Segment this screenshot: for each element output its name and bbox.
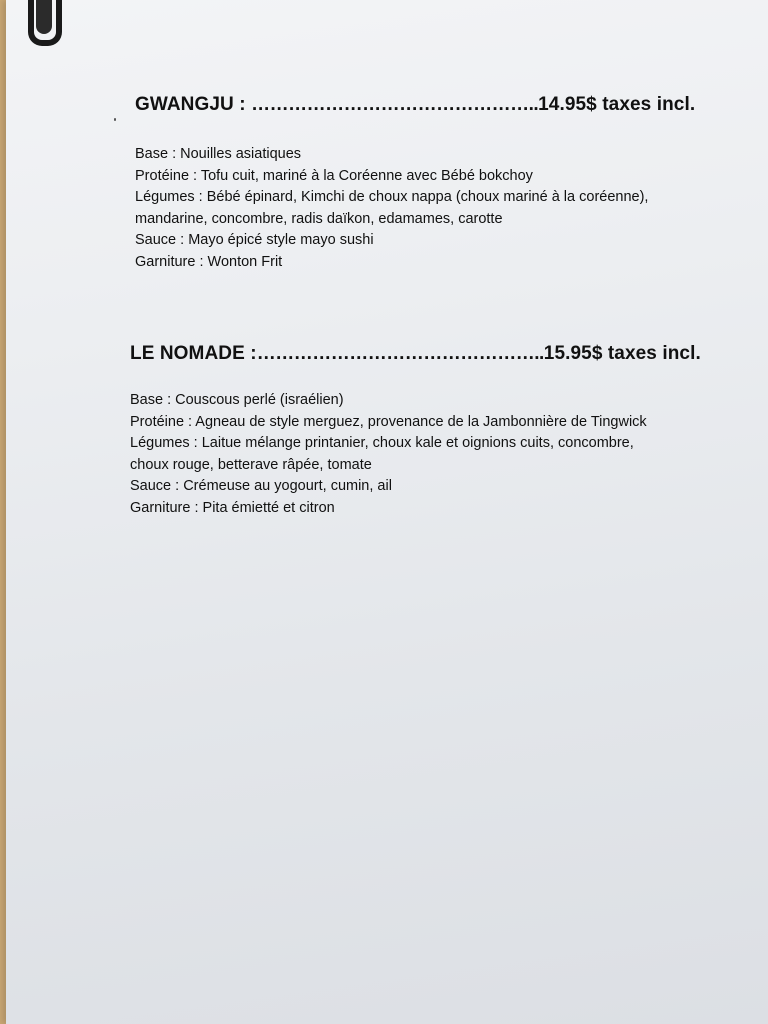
menu-paper-sheet <box>6 0 768 1024</box>
detail-proteine: Protéine : Agneau de style merguez, provenance de la Jambonnière de Tingwick <box>130 413 647 430</box>
detail-legumes-continued: choux rouge, betterave râpée, tomate <box>130 456 372 473</box>
menu-item-title: LE NOMADE : <box>130 343 257 364</box>
binder-clip-shadow <box>36 0 52 34</box>
menu-item-details <box>135 144 695 273</box>
menu-item-leader-dots: ……………………………………….. <box>256 343 544 364</box>
menu-item-details <box>130 390 701 519</box>
menu-item-heading <box>130 343 701 365</box>
menu-item-price: 14.95$ taxes incl. <box>538 94 696 115</box>
menu-item-price: 15.95$ taxes incl. <box>543 343 701 364</box>
detail-proteine: Protéine : Tofu cuit, mariné à la Coréenne avec Bébé bokchoy <box>135 167 533 184</box>
detail-base: Base : Nouilles asiatiques <box>135 146 302 162</box>
detail-legumes-continued: mandarine, concombre, radis daïkon, edamames, carotte <box>135 210 503 227</box>
paper-speck <box>114 118 116 121</box>
detail-sauce: Sauce : Mayo épicé style mayo sushi <box>135 232 374 248</box>
menu-item-title: GWANGJU : <box>135 94 246 115</box>
detail-legumes: Légumes : Bébé épinard, Kimchi de choux nappa (choux mariné à la coréenne), <box>135 189 649 205</box>
menu-item-gwangju <box>135 94 695 273</box>
detail-base: Base : Couscous perlé (israélien) <box>130 392 344 408</box>
detail-garniture: Garniture : Wonton Frit <box>135 253 283 270</box>
menu-item-le-nomade <box>130 343 701 519</box>
detail-legumes: Légumes : Laitue mélange printanier, choux kale et oignions cuits, concombre, <box>130 435 634 451</box>
detail-sauce: Sauce : Crémeuse au yogourt, cumin, ail <box>130 478 392 494</box>
menu-item-leader-dots: ……………………………………….. <box>251 94 539 115</box>
menu-item-heading <box>135 94 695 116</box>
detail-garniture: Garniture : Pita émietté et citron <box>130 499 335 516</box>
